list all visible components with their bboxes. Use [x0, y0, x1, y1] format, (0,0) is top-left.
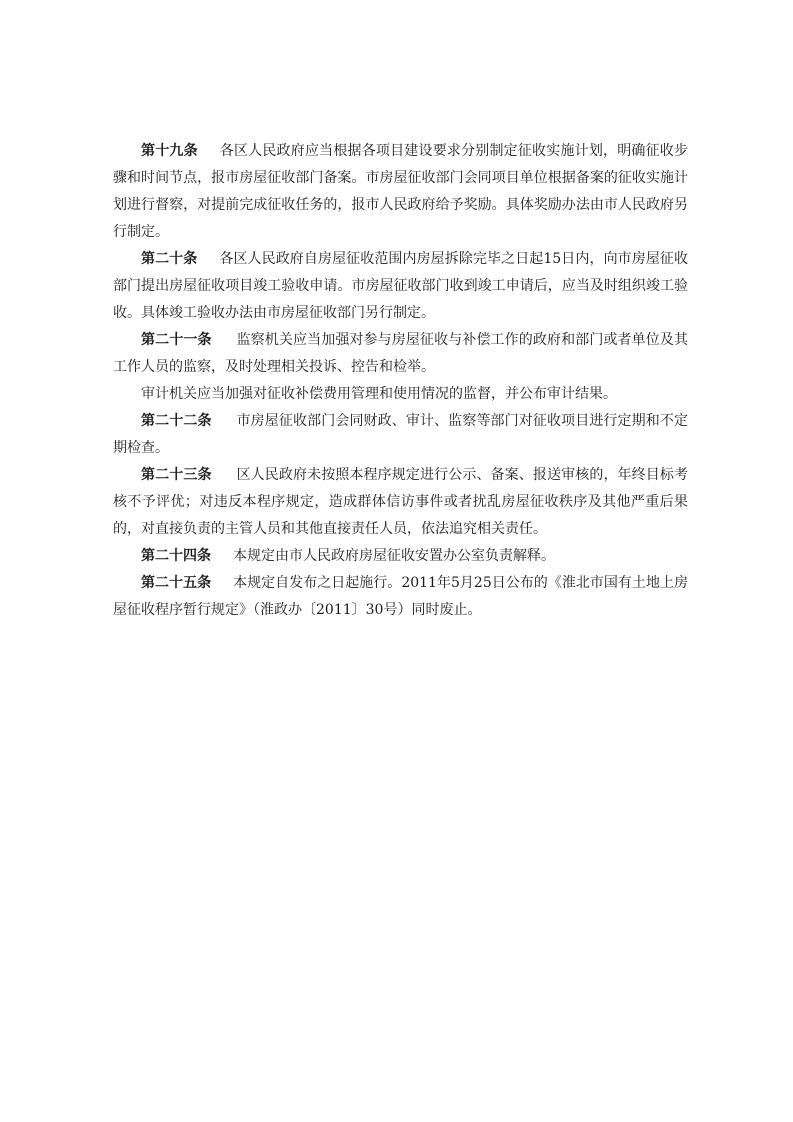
article-label: 第十九条 [141, 143, 198, 159]
article-23 [113, 462, 688, 543]
article-text: 各区人民政府应当根据各项目建设要求分别制定征收实施计划，明确征收步骤和时间节点，报市房屋征收部门备案。市房屋征收部门会同项目单位根据备案的征收实施计划进行督察，对提前完成征收任务的，报市人民政府给予奖励。具体奖励办法由市人民政府另行制定。 [113, 143, 689, 240]
article-21-paragraph-2 [113, 381, 688, 408]
article-20 [113, 246, 688, 327]
article-label: 第二十四条 [141, 548, 211, 564]
article-text: 本规定自发布之日起施行。2011年5月25日公布的《淮北市国有土地上房屋征收程序暂行规定》（淮政办〔2011〕30号）同时废止。 [113, 575, 688, 618]
article-22 [113, 408, 688, 462]
article-text: 审计机关应当加强对征收补偿费用管理和使用情况的监督，并公布审计结果。 [141, 386, 617, 402]
article-label: 第二十三条 [141, 467, 212, 483]
article-text: 监察机关应当加强对参与房屋征收与补偿工作的政府和部门或者单位及其工作人员的监察，及时处理相关投诉、控告和检举。 [113, 332, 689, 375]
article-text: 本规定由市人民政府房屋征收安置办公室负责解释。 [233, 548, 555, 564]
article-21 [113, 327, 688, 381]
article-text: 市房屋征收部门会同财政、审计、监察等部门对征收项目进行定期和不定期检查。 [113, 413, 689, 456]
article-19 [113, 138, 688, 246]
article-24 [113, 543, 688, 570]
article-label: 第二十一条 [141, 332, 212, 348]
document-body [113, 138, 688, 624]
article-label: 第二十五条 [141, 575, 212, 591]
article-25 [113, 570, 688, 624]
article-label: 第二十二条 [141, 413, 212, 429]
article-text: 各区人民政府自房屋征收范围内房屋拆除完毕之日起15日内，向市房屋征收部门提出房屋征收项目竣工验收申请。市房屋征收部门收到竣工申请后，应当及时组织竣工验收。具体竣工验收办法由市房屋征收部门另行制定。 [113, 251, 689, 321]
article-text: 区人民政府未按照本程序规定进行公示、备案、报送审核的，年终目标考核不予评优；对违反本程序规定，造成群体信访事件或者扰乱房屋征收秩序及其他严重后果的，对直接负责的主管人员和其他直接责任人员，依法追究相关责任。 [113, 467, 689, 537]
article-label: 第二十条 [141, 251, 198, 267]
